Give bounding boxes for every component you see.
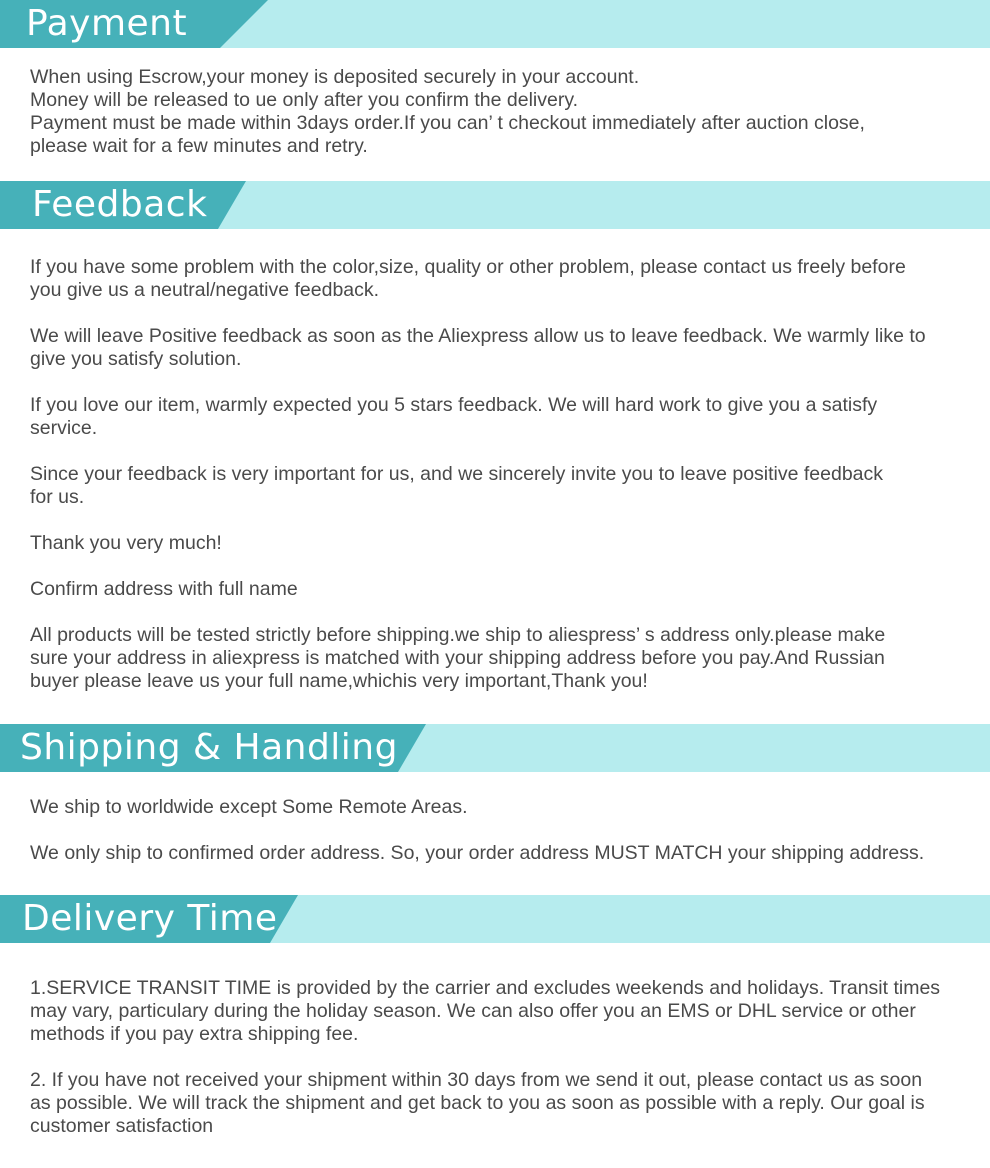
feedback-paragraph — [30, 256, 960, 302]
feedback-line: Thank you very much! — [30, 532, 222, 554]
feedback-line: Confirm address with full name — [30, 578, 298, 600]
payment-line: please wait for a few minutes and retry. — [30, 135, 368, 157]
payment-line: Payment must be made within 3days order.If you can’ t checkout immediately after auction close, — [30, 112, 865, 134]
shipping-paragraph — [30, 842, 960, 865]
feedback-line: sure your address in aliexpress is matched with your shipping address before you pay.And Russian — [30, 647, 885, 669]
feedback-line: If you love our item, warmly expected you 5 stars feedback. We will hard work to give you a satisfy — [30, 394, 878, 416]
delivery-body — [30, 977, 960, 1138]
feedback-line: service. — [30, 417, 98, 439]
payment-paragraph — [30, 66, 960, 158]
feedback-line: If you have some problem with the color,size, quality or other problem, please contact us freely before — [30, 256, 906, 278]
delivery-title: Delivery Time — [22, 898, 278, 939]
shipping-header — [0, 724, 990, 772]
feedback-paragraph — [30, 532, 960, 555]
feedback-line: buyer please leave us your full name,whichis very important,Thank you! — [30, 670, 648, 692]
feedback-body — [30, 256, 960, 693]
payment-line: Money will be released to ue only after you confirm the delivery. — [30, 89, 579, 111]
feedback-header — [0, 181, 990, 229]
feedback-line: All products will be tested strictly before shipping.we ship to aliespress’ s address only.please make — [30, 624, 886, 646]
payment-body — [30, 66, 960, 158]
shipping-title: Shipping & Handling — [20, 727, 398, 768]
shipping-line: We only ship to confirmed order address. So, your order address MUST MATCH your shipping address. — [30, 842, 925, 864]
payment-title: Payment — [26, 3, 188, 44]
feedback-line: Since your feedback is very important for us, and we sincerely invite you to leave positive feedback — [30, 463, 884, 485]
delivery-line: as possible. We will track the shipment and get back to you as soon as possible with a reply. Our goal is — [30, 1092, 925, 1114]
delivery-line: methods if you pay extra shipping fee. — [30, 1023, 359, 1045]
feedback-line: give you satisfy solution. — [30, 348, 242, 370]
feedback-paragraph — [30, 394, 960, 440]
delivery-line: 2. If you have not received your shipment within 30 days from we send it out, please contact us as soon — [30, 1069, 923, 1091]
shipping-line: We ship to worldwide except Some Remote Areas. — [30, 796, 468, 818]
payment-header — [0, 0, 990, 48]
delivery-line: 1.SERVICE TRANSIT TIME is provided by the carrier and excludes weekends and holidays. Transit times — [30, 977, 941, 999]
feedback-paragraph — [30, 463, 960, 509]
feedback-paragraph — [30, 624, 960, 693]
delivery-header — [0, 895, 990, 943]
delivery-paragraph — [30, 977, 960, 1046]
feedback-paragraph — [30, 578, 960, 601]
feedback-line: you give us a neutral/negative feedback. — [30, 279, 380, 301]
payment-line: When using Escrow,your money is deposited securely in your account. — [30, 66, 640, 88]
feedback-paragraph — [30, 325, 960, 371]
feedback-line: We will leave Positive feedback as soon as the Aliexpress allow us to leave feedback. We warmly like to — [30, 325, 926, 347]
shipping-paragraph — [30, 796, 960, 819]
delivery-line: may vary, particulary during the holiday season. We can also offer you an EMS or DHL service or other — [30, 1000, 916, 1022]
feedback-title: Feedback — [32, 184, 208, 225]
feedback-line: for us. — [30, 486, 85, 508]
delivery-line: customer satisfaction — [30, 1115, 214, 1137]
delivery-paragraph — [30, 1069, 960, 1138]
shipping-body — [30, 796, 960, 865]
